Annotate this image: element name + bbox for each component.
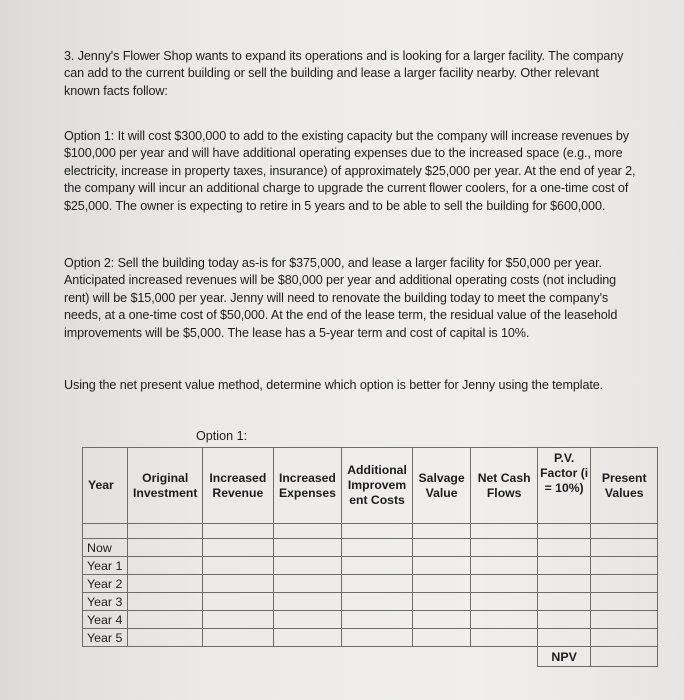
instruction-text: Using the net present value method, determine which option is better for Jenny using the template. (64, 378, 604, 392)
table-cell[interactable] (537, 575, 590, 593)
table-cell[interactable] (591, 593, 658, 611)
empty-cell (83, 647, 128, 667)
row-label: Now (83, 539, 128, 557)
table-cell[interactable] (591, 539, 658, 557)
table-cell[interactable] (412, 557, 471, 575)
table-cell[interactable] (537, 593, 590, 611)
table-cell[interactable] (471, 611, 538, 629)
row-label: Year 5 (83, 629, 128, 647)
table-cell[interactable] (471, 557, 538, 575)
table-cell[interactable] (537, 611, 590, 629)
table-cell[interactable] (412, 593, 471, 611)
table-cell[interactable] (591, 575, 658, 593)
row-label: Year 2 (83, 575, 128, 593)
table-cell[interactable] (537, 539, 590, 557)
table-cell[interactable] (471, 629, 538, 647)
table-row (83, 611, 658, 629)
row-label: Year 4 (83, 611, 128, 629)
table-row (83, 539, 658, 557)
empty-cell (273, 647, 342, 667)
option-1-description: Option 1: It will cost $300,000 to add to the existing capacity but the company will increase revenues by $100,000 per year and will have additional operating expenses due to the increased space (e.g., more electricity, increase in property taxes, insurance) of approximately $25,000 per year. At the end of year 2, the company will incur an additional charge to upgrade the current flower coolers, for a one-time cost of $25,000. The owner is expecting to retire in 5 years and to be able to sell the building for $600,000. (64, 129, 636, 213)
npv-label: NPV (537, 647, 590, 667)
table-row (83, 629, 658, 647)
table-cell[interactable] (412, 539, 471, 557)
table-cell[interactable] (342, 575, 413, 593)
table-cell[interactable] (342, 629, 413, 647)
table-cell[interactable] (128, 575, 203, 593)
table-cell[interactable] (471, 593, 538, 611)
table-row (83, 575, 658, 593)
header-pv-factor: P.V. Factor (i = 10%) (537, 448, 590, 524)
header-additional-improvement-costs: Additional Improvem ent Costs (342, 448, 413, 524)
table-cell[interactable] (273, 575, 342, 593)
table-cell[interactable] (203, 575, 274, 593)
table-cell[interactable] (342, 593, 413, 611)
header-year: Year (83, 448, 128, 524)
table-cell[interactable] (203, 629, 274, 647)
table-cell[interactable] (537, 557, 590, 575)
row-label: Year 3 (83, 593, 128, 611)
empty-cell (412, 647, 471, 667)
table-cell[interactable] (128, 629, 203, 647)
table-cell[interactable] (342, 539, 413, 557)
table-cell[interactable] (203, 557, 274, 575)
table-cell[interactable] (412, 629, 471, 647)
table-row (83, 557, 658, 575)
table-cell[interactable] (342, 557, 413, 575)
header-original-investment: Original Investment (128, 448, 203, 524)
table-spacer-row (83, 524, 658, 539)
table-cell[interactable] (128, 593, 203, 611)
npv-row (83, 647, 658, 667)
table-cell[interactable] (591, 629, 658, 647)
problem-intro: 3. Jenny's Flower Shop wants to expand its operations and is looking for a larger facility. The company can add to the current building or sell the building and lease a larger facility nearby. Other relevant known facts follow: (64, 49, 624, 98)
empty-cell (471, 647, 538, 667)
table-cell[interactable] (128, 539, 203, 557)
header-increased-revenue: Increased Revenue (203, 448, 274, 524)
table-cell[interactable] (412, 575, 471, 593)
header-increased-expenses: Increased Expenses (273, 448, 342, 524)
empty-cell (342, 647, 413, 667)
table-cell[interactable] (591, 557, 658, 575)
table-cell[interactable] (203, 539, 274, 557)
table-cell[interactable] (273, 539, 342, 557)
npv-template-table (82, 447, 658, 667)
table-cell[interactable] (128, 611, 203, 629)
table-cell[interactable] (471, 575, 538, 593)
header-present-values: Present Values (591, 448, 658, 524)
empty-cell (128, 647, 203, 667)
header-net-cash-flows: Net Cash Flows (471, 448, 538, 524)
table-cell[interactable] (203, 593, 274, 611)
table-cell[interactable] (591, 611, 658, 629)
table-cell[interactable] (273, 611, 342, 629)
table-cell[interactable] (273, 557, 342, 575)
header-salvage-value: Salvage Value (412, 448, 471, 524)
table-row (83, 593, 658, 611)
table-cell[interactable] (273, 629, 342, 647)
row-label: Year 1 (83, 557, 128, 575)
table-cell[interactable] (273, 593, 342, 611)
table-cell[interactable] (342, 611, 413, 629)
table-cell[interactable] (128, 557, 203, 575)
npv-value-cell[interactable] (591, 647, 658, 667)
empty-cell (203, 647, 274, 667)
option-2-description: Option 2: Sell the building today as-is for $375,000, and lease a larger facility for $50,000 per year. Anticipated increased revenues will be $80,000 per year and additional operating costs (not including rent) will be $15,000 per year. Jenny will need to renovate the building today to meet the company's needs, at a one-time cost of $50,000. At the end of the lease term, the residual value of the leasehold improvements will be $5,000. The lease has a 5-year term and cost of capital is 10%. (64, 256, 618, 340)
table-cell[interactable] (203, 611, 274, 629)
table-cell[interactable] (412, 611, 471, 629)
table-cell[interactable] (471, 539, 538, 557)
table-cell[interactable] (537, 629, 590, 647)
template-caption: Option 1: (196, 429, 248, 443)
